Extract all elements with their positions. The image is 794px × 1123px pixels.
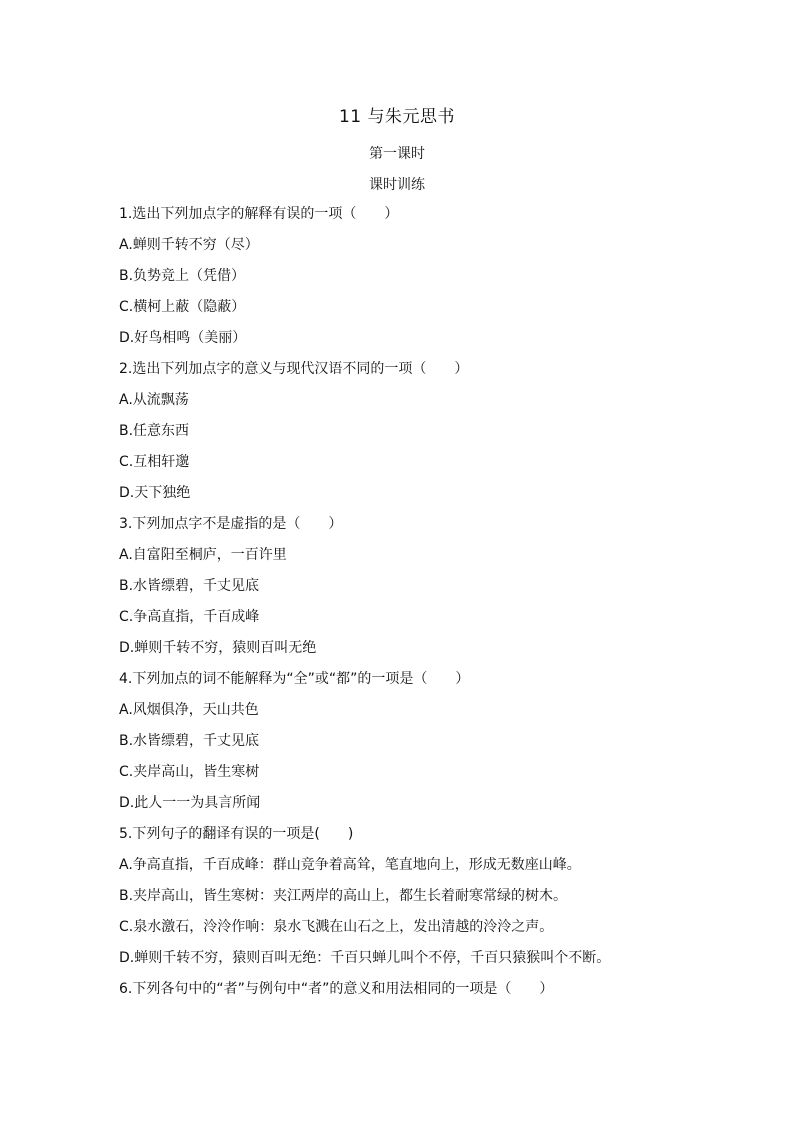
option-line: B.任意东西 bbox=[119, 423, 190, 439]
option-line: B.负势竞上（凭借） bbox=[119, 268, 246, 284]
option-line: C.互相轩邈 bbox=[119, 454, 190, 470]
question-6: 6.下列各句中的“者”与例句中“者”的意义和用法相同的一项是（ ） bbox=[119, 981, 554, 997]
question-1: 1.选出下列加点字的解释有误的一项（ ） bbox=[119, 206, 399, 222]
option-line: C.横柯上蔽（隐蔽） bbox=[119, 299, 246, 315]
option-line: A.自富阳至桐庐，一百许里 bbox=[119, 547, 287, 563]
section-subtitle: 课时训练 bbox=[369, 177, 425, 193]
option-line: C.争高直指，千百成峰 bbox=[119, 609, 260, 625]
question-3: 3.下列加点字不是虚指的是（ ） bbox=[119, 516, 343, 532]
question-2: 2.选出下列加点字的意义与现代汉语不同的一项（ ） bbox=[119, 361, 469, 377]
option-line: A.蝉则千转不穷（尽） bbox=[119, 237, 259, 253]
option-line: D.此人一一为具言所闻 bbox=[119, 795, 261, 811]
option-line: B.夹岸高山，皆生寒树：夹江两岸的高山上，都生长着耐寒常绿的树木。 bbox=[119, 888, 568, 904]
option-line: A.风烟俱净，天山共色 bbox=[119, 702, 259, 718]
option-line: D.天下独绝 bbox=[119, 485, 191, 501]
document-title: 11 与朱元思书 bbox=[338, 107, 456, 127]
option-line: C.夹岸高山，皆生寒树 bbox=[119, 764, 260, 780]
option-line: B.水皆缥碧，千丈见底 bbox=[119, 733, 260, 749]
question-5: 5.下列句子的翻译有误的一项是( ) bbox=[119, 826, 354, 842]
option-line: A.争高直指，千百成峰：群山竞争着高耸，笔直地向上，形成无数座山峰。 bbox=[119, 857, 581, 873]
lesson-subtitle: 第一课时 bbox=[369, 146, 425, 162]
option-line: D.好鸟相鸣（美丽） bbox=[119, 330, 247, 346]
option-line: D.蝉则千转不穷，猿则百叫无绝：千百只蝉儿叫个不停，千百只猿猴叫个不断。 bbox=[119, 950, 611, 966]
question-4: 4.下列加点的词不能解释为“全”或“都”的一项是（ ） bbox=[119, 671, 470, 687]
exercise-content bbox=[119, 203, 719, 1009]
option-line: B.水皆缥碧，千丈见底 bbox=[119, 578, 260, 594]
option-line: D.蝉则千转不穷，猿则百叫无绝 bbox=[119, 640, 317, 656]
option-line: C.泉水激石，泠泠作响：泉水飞溅在山石之上，发出清越的泠泠之声。 bbox=[119, 919, 554, 935]
option-line: A.从流飘荡 bbox=[119, 392, 189, 408]
